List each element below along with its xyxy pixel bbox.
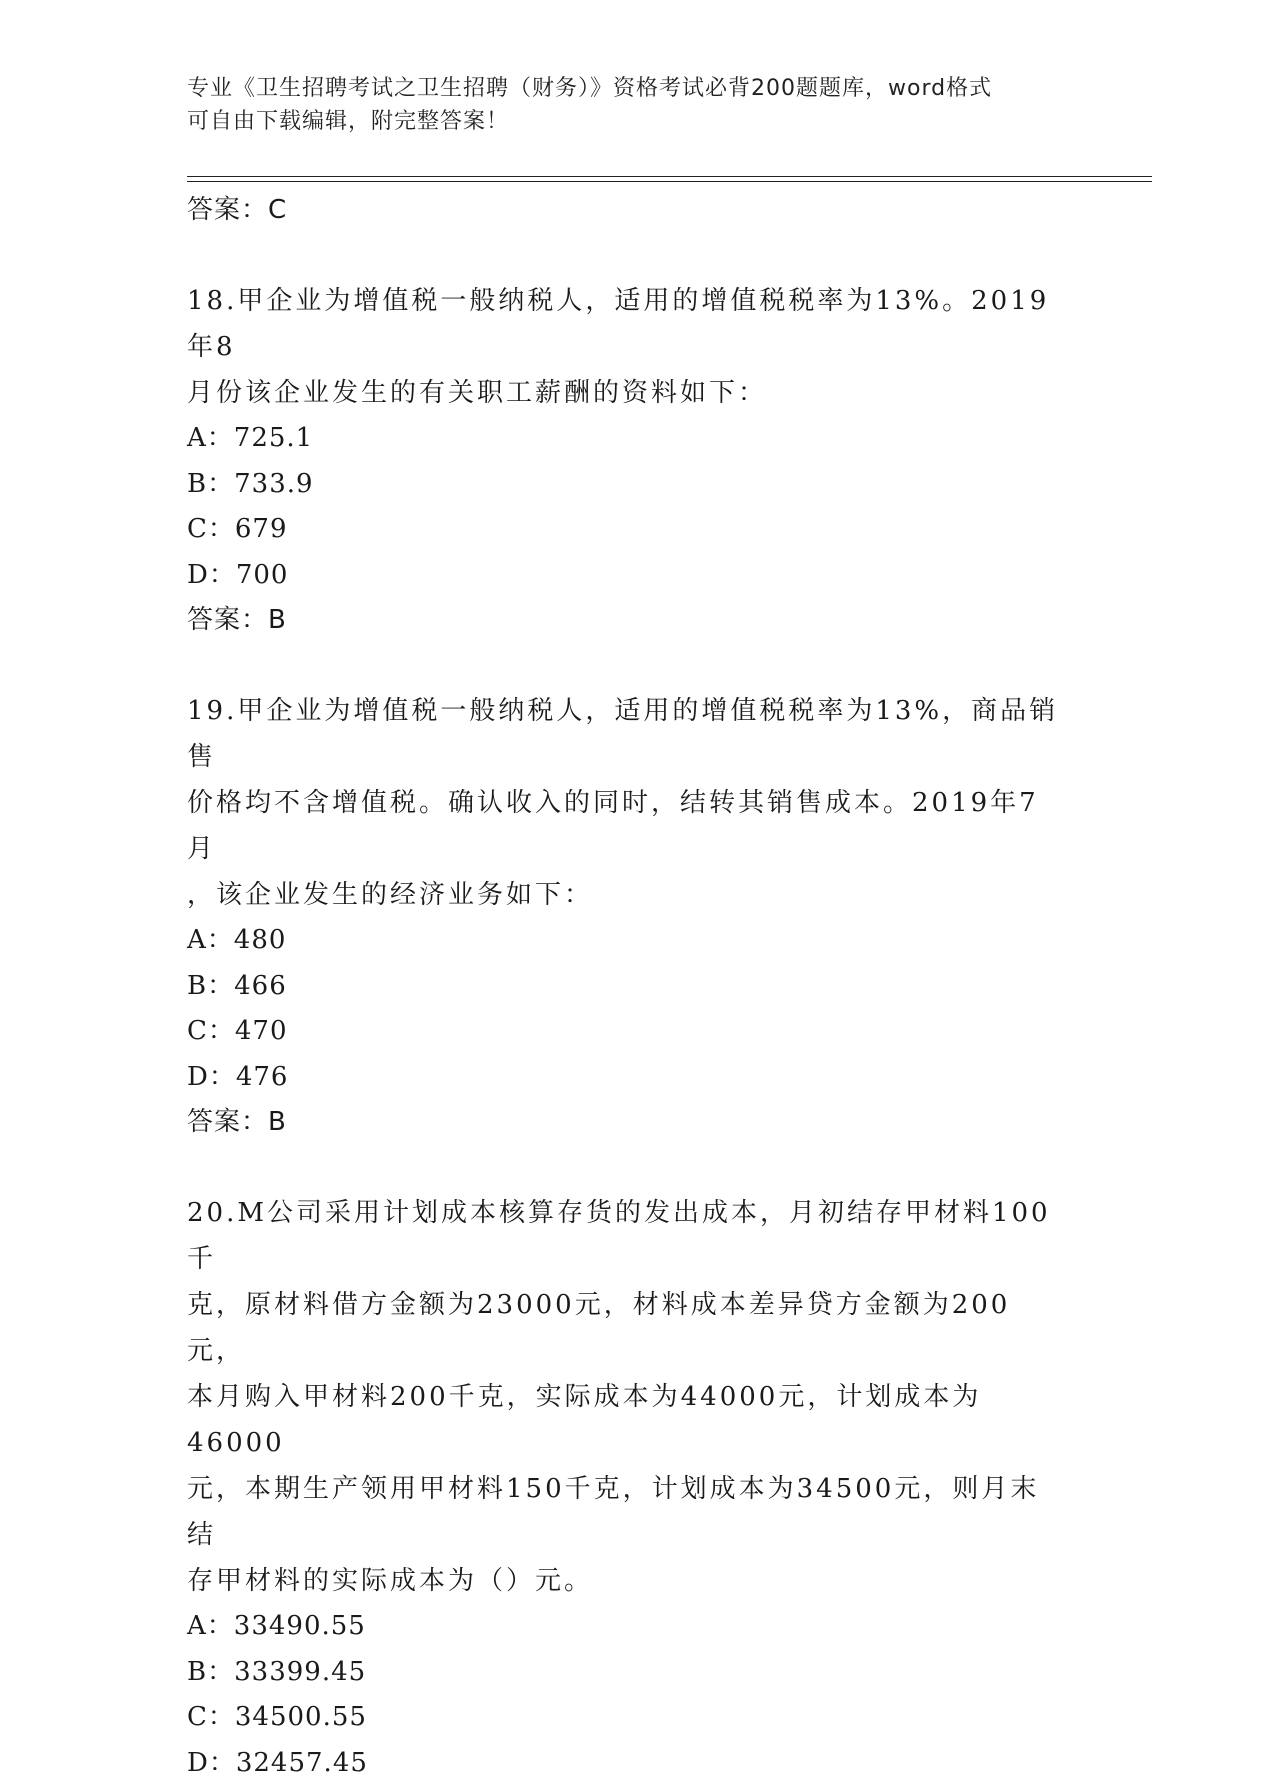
question-text-line: ，该企业发生的经济业务如下：	[187, 872, 1067, 918]
header-title-line-1: 专业《卫生招聘考试之卫生招聘（财务）》资格考试必背200题题库，word格式	[187, 72, 1067, 105]
previous-answer: 答案：C	[187, 188, 1067, 233]
spacer	[187, 233, 1067, 278]
question-18-answer: 答案：B	[187, 598, 1067, 643]
option-b: B：466	[187, 964, 1067, 1010]
option-c: C：34500.55	[187, 1695, 1067, 1741]
option-d: D：476	[187, 1055, 1067, 1101]
option-a: A：480	[187, 918, 1067, 964]
question-text-line: 月份该企业发生的有关职工薪酬的资料如下：	[187, 370, 1067, 416]
question-19-answer: 答案：B	[187, 1100, 1067, 1145]
spacer	[187, 643, 1067, 688]
header-divider-bottom	[187, 181, 1152, 182]
option-a: A：725.1	[187, 416, 1067, 462]
header-title-line-2: 可自由下载编辑，附完整答案！	[187, 105, 1067, 138]
page-header	[187, 72, 1067, 138]
question-19	[187, 688, 1067, 1145]
question-20-text	[187, 1190, 1067, 1604]
question-text-line: 价格均不含增值税。确认收入的同时，结转其销售成本。2019年7月	[187, 780, 1067, 872]
spacer	[187, 1145, 1067, 1190]
question-text-line: 元，本期生产领用甲材料150千克，计划成本为34500元，则月末结	[187, 1466, 1067, 1558]
option-d: D：700	[187, 553, 1067, 599]
question-18-text	[187, 278, 1067, 416]
question-20	[187, 1190, 1067, 1786]
option-c: C：470	[187, 1009, 1067, 1055]
question-text-line: 19.甲企业为增值税一般纳税人，适用的增值税税率为13%，商品销售	[187, 688, 1067, 780]
question-18	[187, 278, 1067, 643]
document-body	[187, 188, 1067, 1786]
option-a: A：33490.55	[187, 1604, 1067, 1650]
option-c: C：679	[187, 507, 1067, 553]
question-text-line: 存甲材料的实际成本为（）元。	[187, 1558, 1067, 1604]
header-divider-top	[187, 176, 1152, 177]
option-b: B：733.9	[187, 462, 1067, 508]
question-text-line: 18.甲企业为增值税一般纳税人，适用的增值税税率为13%。2019年8	[187, 278, 1067, 370]
question-text-line: 克，原材料借方金额为23000元，材料成本差异贷方金额为200元，	[187, 1282, 1067, 1374]
option-b: B：33399.45	[187, 1650, 1067, 1696]
question-text-line: 20.M公司采用计划成本核算存货的发出成本，月初结存甲材料100千	[187, 1190, 1067, 1282]
question-text-line: 本月购入甲材料200千克，实际成本为44000元，计划成本为46000	[187, 1374, 1067, 1466]
question-19-text	[187, 688, 1067, 918]
option-d: D：32457.45	[187, 1741, 1067, 1786]
